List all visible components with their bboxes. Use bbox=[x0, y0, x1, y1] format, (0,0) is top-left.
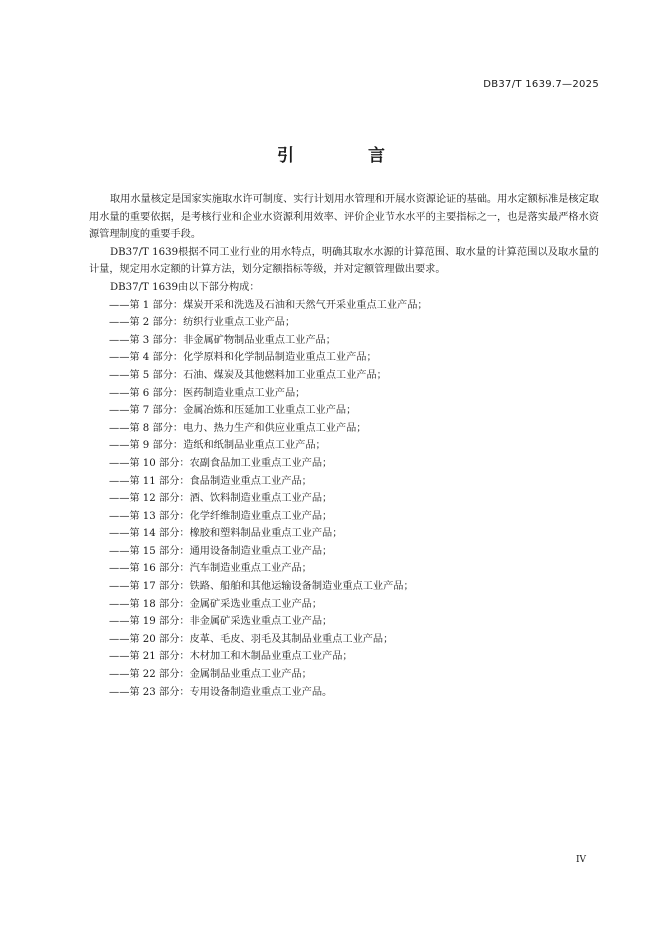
list-item: ——第 23 部分：专用设备制造业重点工业产品。 bbox=[109, 686, 333, 698]
intro-paragraph-1: 取用水量核定是国家实施取水许可制度、实行计划用水管理和开展水资源论证的基础。用水定额标准是核定取用水量的重要依据，是考核行业和企业水资源利用效率、评价企业节水水平的主要指标之一，也是落实最严格水资源管理制度的重要手段。 bbox=[89, 194, 599, 241]
page-number: IV bbox=[575, 855, 586, 865]
list-item: ——第 7 部分：金属冶炼和压延加工业重点工业产品； bbox=[109, 405, 357, 417]
parts-list bbox=[89, 297, 599, 702]
intro-paragraph-2: DB37/T 1639根据不同工业行业的用水特点，明确其取水水源的计算范围、取水量的计算范围以及取水量的计量，规定用水定额的计算方法，划分定额指标等级，并对定额管理做出要求。 bbox=[89, 246, 599, 276]
introduction-body bbox=[89, 191, 599, 701]
document-code: DB37/T 1639.7—2025 bbox=[483, 79, 599, 90]
list-item: ——第 1 部分：煤炭开采和洗选及石油和天然气开采业重点工业产品； bbox=[109, 299, 428, 311]
list-item: ——第 10 部分：农副食品加工业重点工业产品； bbox=[109, 457, 333, 469]
list-item: ——第 2 部分：纺织行业重点工业产品； bbox=[109, 317, 296, 329]
list-item: ——第 18 部分：金属矿采选业重点工业产品； bbox=[109, 598, 323, 610]
list-item: ——第 5 部分：石油、煤炭及其他燃料加工业重点工业产品； bbox=[109, 369, 387, 381]
list-item: ——第 11 部分：食品制造业重点工业产品； bbox=[109, 475, 312, 487]
list-item: ——第 4 部分：化学原料和化学制品制造业重点工业产品； bbox=[109, 352, 377, 364]
intro-paragraph-3: DB37/T 1639由以下部分构成： bbox=[110, 281, 260, 293]
page-title: 引 言 bbox=[277, 146, 419, 166]
list-item: ——第 12 部分：酒、饮料制造业重点工业产品； bbox=[109, 493, 333, 505]
list-item: ——第 20 部分：皮革、毛皮、羽毛及其制品业重点工业产品； bbox=[109, 633, 394, 645]
list-item: ——第 16 部分：汽车制造业重点工业产品； bbox=[109, 563, 312, 575]
list-item: ——第 3 部分：非金属矿物制品业重点工业产品； bbox=[109, 334, 336, 346]
list-item: ——第 9 部分：造纸和纸制品业重点工业产品； bbox=[109, 440, 326, 452]
list-item: ——第 13 部分：化学纤维制造业重点工业产品； bbox=[109, 510, 333, 522]
list-item: ——第 14 部分：橡胶和塑料制品业重点工业产品； bbox=[109, 528, 343, 540]
list-item: ——第 17 部分：铁路、船舶和其他运输设备制造业重点工业产品； bbox=[109, 581, 414, 593]
list-item: ——第 19 部分：非金属矿采选业重点工业产品； bbox=[109, 616, 333, 628]
list-item: ——第 21 部分：木材加工和木制品业重点工业产品； bbox=[109, 651, 353, 663]
list-item: ——第 8 部分：电力、热力生产和供应业重点工业产品； bbox=[109, 422, 367, 434]
list-item: ——第 22 部分：金属制品业重点工业产品； bbox=[109, 669, 312, 681]
list-item: ——第 6 部分：医药制造业重点工业产品； bbox=[109, 387, 306, 399]
list-item: ——第 15 部分：通用设备制造业重点工业产品； bbox=[109, 545, 333, 557]
